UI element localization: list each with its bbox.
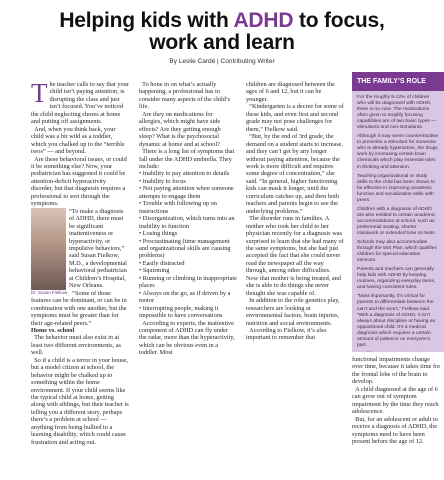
paragraph: To hone in on what’s actually happening, a professional has to consider many aspects of the child’s life. — [139, 81, 231, 111]
paragraph: children are diagnosed between the ages of 6 and 12, but it can be younger. — [246, 81, 335, 103]
paragraph: A child diagnosed at the age of 6 can grow out of symptom impairment by the time they reach adolescence. — [352, 385, 439, 416]
sidebar-body — [352, 91, 444, 352]
sidebar-paragraph: Schools may also accommodate through the 504 Plan, which qualifies children for special education services. — [357, 240, 437, 264]
sidebar-paragraph: Parents and teachers can generally help kids with ADHD by keeping routines, organizing everyday items, and having consistent rules. — [357, 267, 436, 291]
list-item: • Interrupting people, making it impossible to have conversations — [139, 304, 223, 320]
photo-credit: Dr. Susan Fielkow — [31, 290, 68, 296]
paragraph: he teacher calls to say that your child isn’t paying attention, is disrupting the class and just isn’t focused. You’ve noticed the child neglecting chores at home and putting off assignments. — [31, 81, 129, 126]
headline-part2: to focus, — [293, 9, 385, 32]
paragraph: There is a long list of symptoms that fall under the ADHD umbrella. They include: — [139, 148, 235, 170]
headline-line2: work and learn — [149, 31, 295, 54]
sidebar-heading: THE FAMILY’S ROLE — [352, 72, 444, 91]
paragraph: Are they on medications for allergies, which might have side effects? Are they getting enough sleep? What is the psychosocial dynamic at home and at school? — [139, 110, 221, 148]
article-column-1 — [31, 81, 129, 446]
list-item: • Disorganization, which turns into an inability to function — [139, 215, 235, 230]
list-item: • Losing things — [139, 230, 178, 238]
list-item: • Inability to focus — [139, 177, 186, 185]
family-role-sidebar — [352, 72, 444, 352]
paragraph: “But, by the end of 3rd grade, the demand on a student starts to increase, and they can’t get by any longer without paying attention, because the work is more difficult and requires some degree of concentration,” she said. “In general, higher functioning kids can mask it longer, until the curriculum catches up, and then both teachers and parents begin to see the underlying problems.” — [246, 133, 344, 215]
sidebar-paragraph: Children with a diagnosis of ADHD are also entitled to certain academic accommodations at school, such as preferential seating, shorter classwork or extended time on tests. — [357, 206, 437, 236]
paragraph: According to experts, the inattentive component of ADHD can fly under the radar, more than the hyperactivity, which can be obvious even in a toddler. Most — [139, 319, 235, 357]
paragraph: “Some of those features can be dominant, or can be in combination with one another, but the symptoms must be greater than for their age-related peers.” — [31, 289, 127, 327]
drop-cap: T — [31, 81, 48, 108]
paragraph: “Kindergarten is a decree for some of these kids, and even first and second grade may not pose challenges for them,” Fielkow said. — [246, 103, 344, 133]
article-column-2 — [139, 81, 237, 357]
paragraph: The behavior must also exist in at least two different environments, as well. — [31, 334, 121, 357]
sidebar-paragraph: “Most importantly, it’s critical for parents to differentiate between the can’t and the won’t,” Fielkow said. “With a diagnosis of ADHD, it isn’t always about discipline or having an oppositional child. It’s a medical diagnosis which requires a certain amount of patience on everyone’s part. — [357, 294, 436, 348]
paragraph: According to Fielkow, it’s also important to remember that — [246, 326, 327, 342]
list-item: • Always on the go, as if driven by a motor — [139, 289, 231, 305]
sidebar-paragraph: Teaching organizational or study skills to the child has been shown to be effective in improving academic function and socialization skills with peers. — [357, 173, 436, 203]
paragraph: functional impairments change over time, because it takes time for the frontal lobe of the brain to develop. — [352, 356, 441, 386]
paragraph: So if a child is a terror in your house, but a model citizen at school, the behavior might be chalked up to something within the home environment. If your child seems like the typical child at home, getting along with siblings, but their teacher is telling you a different story, perhaps there’s a problem at school — anything from being bullied to a learning disability, which could cause frustration and acting out. — [31, 356, 129, 446]
headline-accent: ADHD — [233, 9, 294, 32]
list-item: • Procrastinating (time management and organizational skills are causing problems) — [139, 237, 231, 260]
list-item: • Running or climbing in inappropriate places — [139, 274, 237, 290]
article-column-3 — [246, 81, 344, 342]
author-photo — [31, 208, 68, 296]
article-column-4 — [352, 356, 442, 445]
list-item: • Squirming — [139, 267, 170, 275]
paragraph: Are these behavioral issues, or could it be something else? Now, your pediatrician has suggested it could be attention-deficit hyperactivity disorder, but that diagnosis requires a professional to sort through the symptoms. — [31, 155, 127, 208]
sidebar-paragraph: For the roughly 5-12% of children who will be diagnosed with ADHD, there is no cure. The medications often given to amplify focusing capabilities are of two basic types — stimulants and non-stimulants. — [357, 95, 437, 131]
paragraph: The disorder runs in families. A mother who took her child to her physician recently for a diagnosis was surprised to learn that she had many of the same symptoms, but she had just accepted the fact that she could never read the newspaper all the way through, among other difficulties. Now that mother is being treated, and she is able to do things she never thought she was capable of. — [246, 215, 344, 297]
headline-part1: Helping kids with — [59, 9, 234, 32]
list-item: • Not paying attention when someone attempts to engage them — [139, 185, 234, 200]
sidebar-paragraph: Although it may seem counterintuitive to prescribe a stimulant for someone who is already hyperactive, the drugs work by increasing certain brain chemicals which play essential roles in thinking and attention. — [357, 134, 439, 170]
paragraph: But, for an adolescent or adult to receive a diagnosis of ADHD, the symptoms need to have been present before the age of 12. — [352, 415, 438, 445]
paragraph: And, when you think back, your child was a bit wild as a toddler, which you chalked up to the “terrible twos” — and beyond. — [31, 125, 125, 156]
byline: By Leslie Cardé | Contributing Writer — [169, 58, 275, 65]
list-item: • Easily distracted — [139, 259, 185, 267]
list-item: • Trouble with following up on instructions — [139, 200, 217, 215]
subhead: Home vs. school — [31, 326, 75, 334]
paragraph: In addition to the role genetics play, researchers are looking at environmental factors, brain injuries, nutrition and social environments. — [246, 297, 340, 327]
paragraph: “To make a diagnosis of ADHD, there must be significant inattentiveness or hyperactivity, or impulsive behaviors,” said Susan Fielkow, M.D., a developmental behavioral pediatrician at Children’s Hospital, New Orleans. — [69, 207, 127, 290]
headline — [0, 10, 444, 54]
list-item: • Inability to pay attention to details — [139, 170, 230, 178]
